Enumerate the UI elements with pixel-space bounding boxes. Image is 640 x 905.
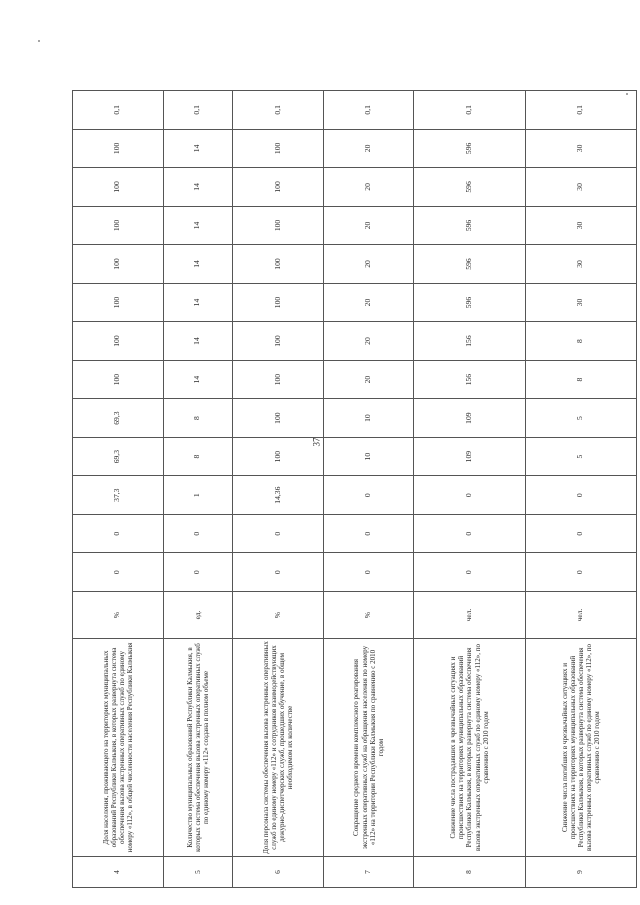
value-cell: 14 xyxy=(163,245,233,284)
value-cell: 8 xyxy=(525,360,636,399)
value-cell: 20 xyxy=(323,168,414,207)
value-cell: 14,36 xyxy=(233,476,324,515)
value-cell: 100 xyxy=(233,129,324,168)
unit-cell: чел. xyxy=(525,592,636,639)
table-row xyxy=(73,91,164,888)
value-cell: 37,3 xyxy=(73,476,164,515)
value-cell: 100 xyxy=(233,168,324,207)
value-cell: 8 xyxy=(163,437,233,476)
value-cell: 69,3 xyxy=(73,437,164,476)
value-cell: 8 xyxy=(525,322,636,361)
value-cell: 30 xyxy=(525,129,636,168)
table-row xyxy=(414,91,525,888)
value-cell: 0,1 xyxy=(525,91,636,130)
page-number: 37 xyxy=(311,437,322,447)
value-cell: 0 xyxy=(233,553,324,592)
value-cell: 20 xyxy=(323,360,414,399)
indicators-table xyxy=(72,90,637,888)
table-row xyxy=(233,91,324,888)
value-cell: 100 xyxy=(233,245,324,284)
value-cell: 30 xyxy=(525,245,636,284)
value-cell: 20 xyxy=(323,245,414,284)
unit-cell: % xyxy=(323,592,414,639)
value-cell: 10 xyxy=(323,399,414,438)
value-cell: 100 xyxy=(73,206,164,245)
row-number: 6 xyxy=(233,857,324,888)
indicator-description: Снижение числа пострадавших в чрезвычайных ситуациях и происшествиях на территориях муниципальных образований Республики Калмыкия, в которых развернута система обеспечения вызова экстренных оперативных служб по единому номеру «112», по сравнению с 2010 годом xyxy=(414,639,525,857)
indicator-description: Доля персонала системы обеспечения вызова экстренных оперативных служб по единому номеру «112» и сотрудников взаимодействующих дежурно-диспетчерских служб, прошедших обучение, в общем необходимом их количестве xyxy=(233,639,324,857)
value-cell: 8 xyxy=(163,399,233,438)
unit-cell: % xyxy=(73,592,164,639)
value-cell: 100 xyxy=(73,129,164,168)
value-cell: 14 xyxy=(163,322,233,361)
row-number: 9 xyxy=(525,857,636,888)
value-cell: 100 xyxy=(233,360,324,399)
value-cell: 596 xyxy=(414,206,525,245)
scan-speck xyxy=(38,40,40,42)
value-cell: 14 xyxy=(163,283,233,322)
indicator-description: Доля населения, проживающего на территориях муниципальных образований Республики Калмыкия, в которых развернута система обеспечения вызова экстренных оперативных служб по единому номеру «112», в общей численности населения Республики Калмыкия xyxy=(73,639,164,857)
value-cell: 100 xyxy=(233,399,324,438)
value-cell: 596 xyxy=(414,245,525,284)
value-cell: 5 xyxy=(525,437,636,476)
value-cell: 596 xyxy=(414,129,525,168)
value-cell: 596 xyxy=(414,283,525,322)
value-cell: 109 xyxy=(414,437,525,476)
value-cell: 0 xyxy=(414,476,525,515)
unit-cell: % xyxy=(233,592,324,639)
value-cell: 0 xyxy=(233,514,324,553)
rotated-table-frame xyxy=(72,90,637,888)
value-cell: 10 xyxy=(323,437,414,476)
value-cell: 20 xyxy=(323,322,414,361)
value-cell: 100 xyxy=(73,245,164,284)
value-cell: 30 xyxy=(525,168,636,207)
rotated-table-area xyxy=(72,90,637,888)
value-cell: 0 xyxy=(323,514,414,553)
value-cell: 0 xyxy=(163,553,233,592)
value-cell: 0 xyxy=(525,514,636,553)
value-cell: 14 xyxy=(163,129,233,168)
row-number: 7 xyxy=(323,857,414,888)
value-cell: 0 xyxy=(323,553,414,592)
value-cell: 156 xyxy=(414,360,525,399)
value-cell: 0,1 xyxy=(414,91,525,130)
value-cell: 0,1 xyxy=(163,91,233,130)
value-cell: 100 xyxy=(73,322,164,361)
row-number: 5 xyxy=(163,857,233,888)
value-cell: 14 xyxy=(163,168,233,207)
value-cell: 69,3 xyxy=(73,399,164,438)
value-cell: 100 xyxy=(233,283,324,322)
value-cell: 156 xyxy=(414,322,525,361)
value-cell: 100 xyxy=(233,322,324,361)
value-cell: 1 xyxy=(163,476,233,515)
value-cell: 0,1 xyxy=(73,91,164,130)
value-cell: 0 xyxy=(525,476,636,515)
table-row xyxy=(525,91,636,888)
value-cell: 109 xyxy=(414,399,525,438)
indicator-description: Снижение числа погибших в чрезвычайных ситуациях и происшествиях на территориях муниципальных образований Республики Калмыкия, в которых развернута система обеспечения вызова экстренных оперативных служб по единому номеру «112», по сравнению с 2010 годом xyxy=(525,639,636,857)
row-number: 8 xyxy=(414,857,525,888)
value-cell: 0 xyxy=(163,514,233,553)
value-cell: 0,1 xyxy=(233,91,324,130)
value-cell: 100 xyxy=(73,360,164,399)
value-cell: 0 xyxy=(73,553,164,592)
value-cell: 100 xyxy=(73,168,164,207)
value-cell: 30 xyxy=(525,283,636,322)
value-cell: 5 xyxy=(525,399,636,438)
value-cell: 100 xyxy=(233,437,324,476)
value-cell: 20 xyxy=(323,129,414,168)
value-cell: 100 xyxy=(73,283,164,322)
table-row xyxy=(163,91,233,888)
value-cell: 0,1 xyxy=(323,91,414,130)
value-cell: 20 xyxy=(323,283,414,322)
value-cell: 20 xyxy=(323,206,414,245)
indicator-description: Количество муниципальных образований Республики Калмыкия, в которых система обеспечения вызова экстренных оперативных служб по единому номеру «112» создана в полном объеме xyxy=(163,639,233,857)
table-row xyxy=(323,91,414,888)
value-cell: 0 xyxy=(73,514,164,553)
unit-cell: ед. xyxy=(163,592,233,639)
value-cell: 0 xyxy=(525,553,636,592)
row-number: 4 xyxy=(73,857,164,888)
value-cell: 0 xyxy=(414,514,525,553)
value-cell: 0 xyxy=(323,476,414,515)
value-cell: 30 xyxy=(525,206,636,245)
value-cell: 14 xyxy=(163,360,233,399)
unit-cell: чел. xyxy=(414,592,525,639)
indicator-description: Сокращение среднего времени комплексного реагирования экстренных оперативных служб на обращения населения по номеру «112» на территории Республики Калмыкия по сравнению с 2010 годом xyxy=(323,639,414,857)
value-cell: 14 xyxy=(163,206,233,245)
value-cell: 100 xyxy=(233,206,324,245)
value-cell: 596 xyxy=(414,168,525,207)
value-cell: 0 xyxy=(414,553,525,592)
